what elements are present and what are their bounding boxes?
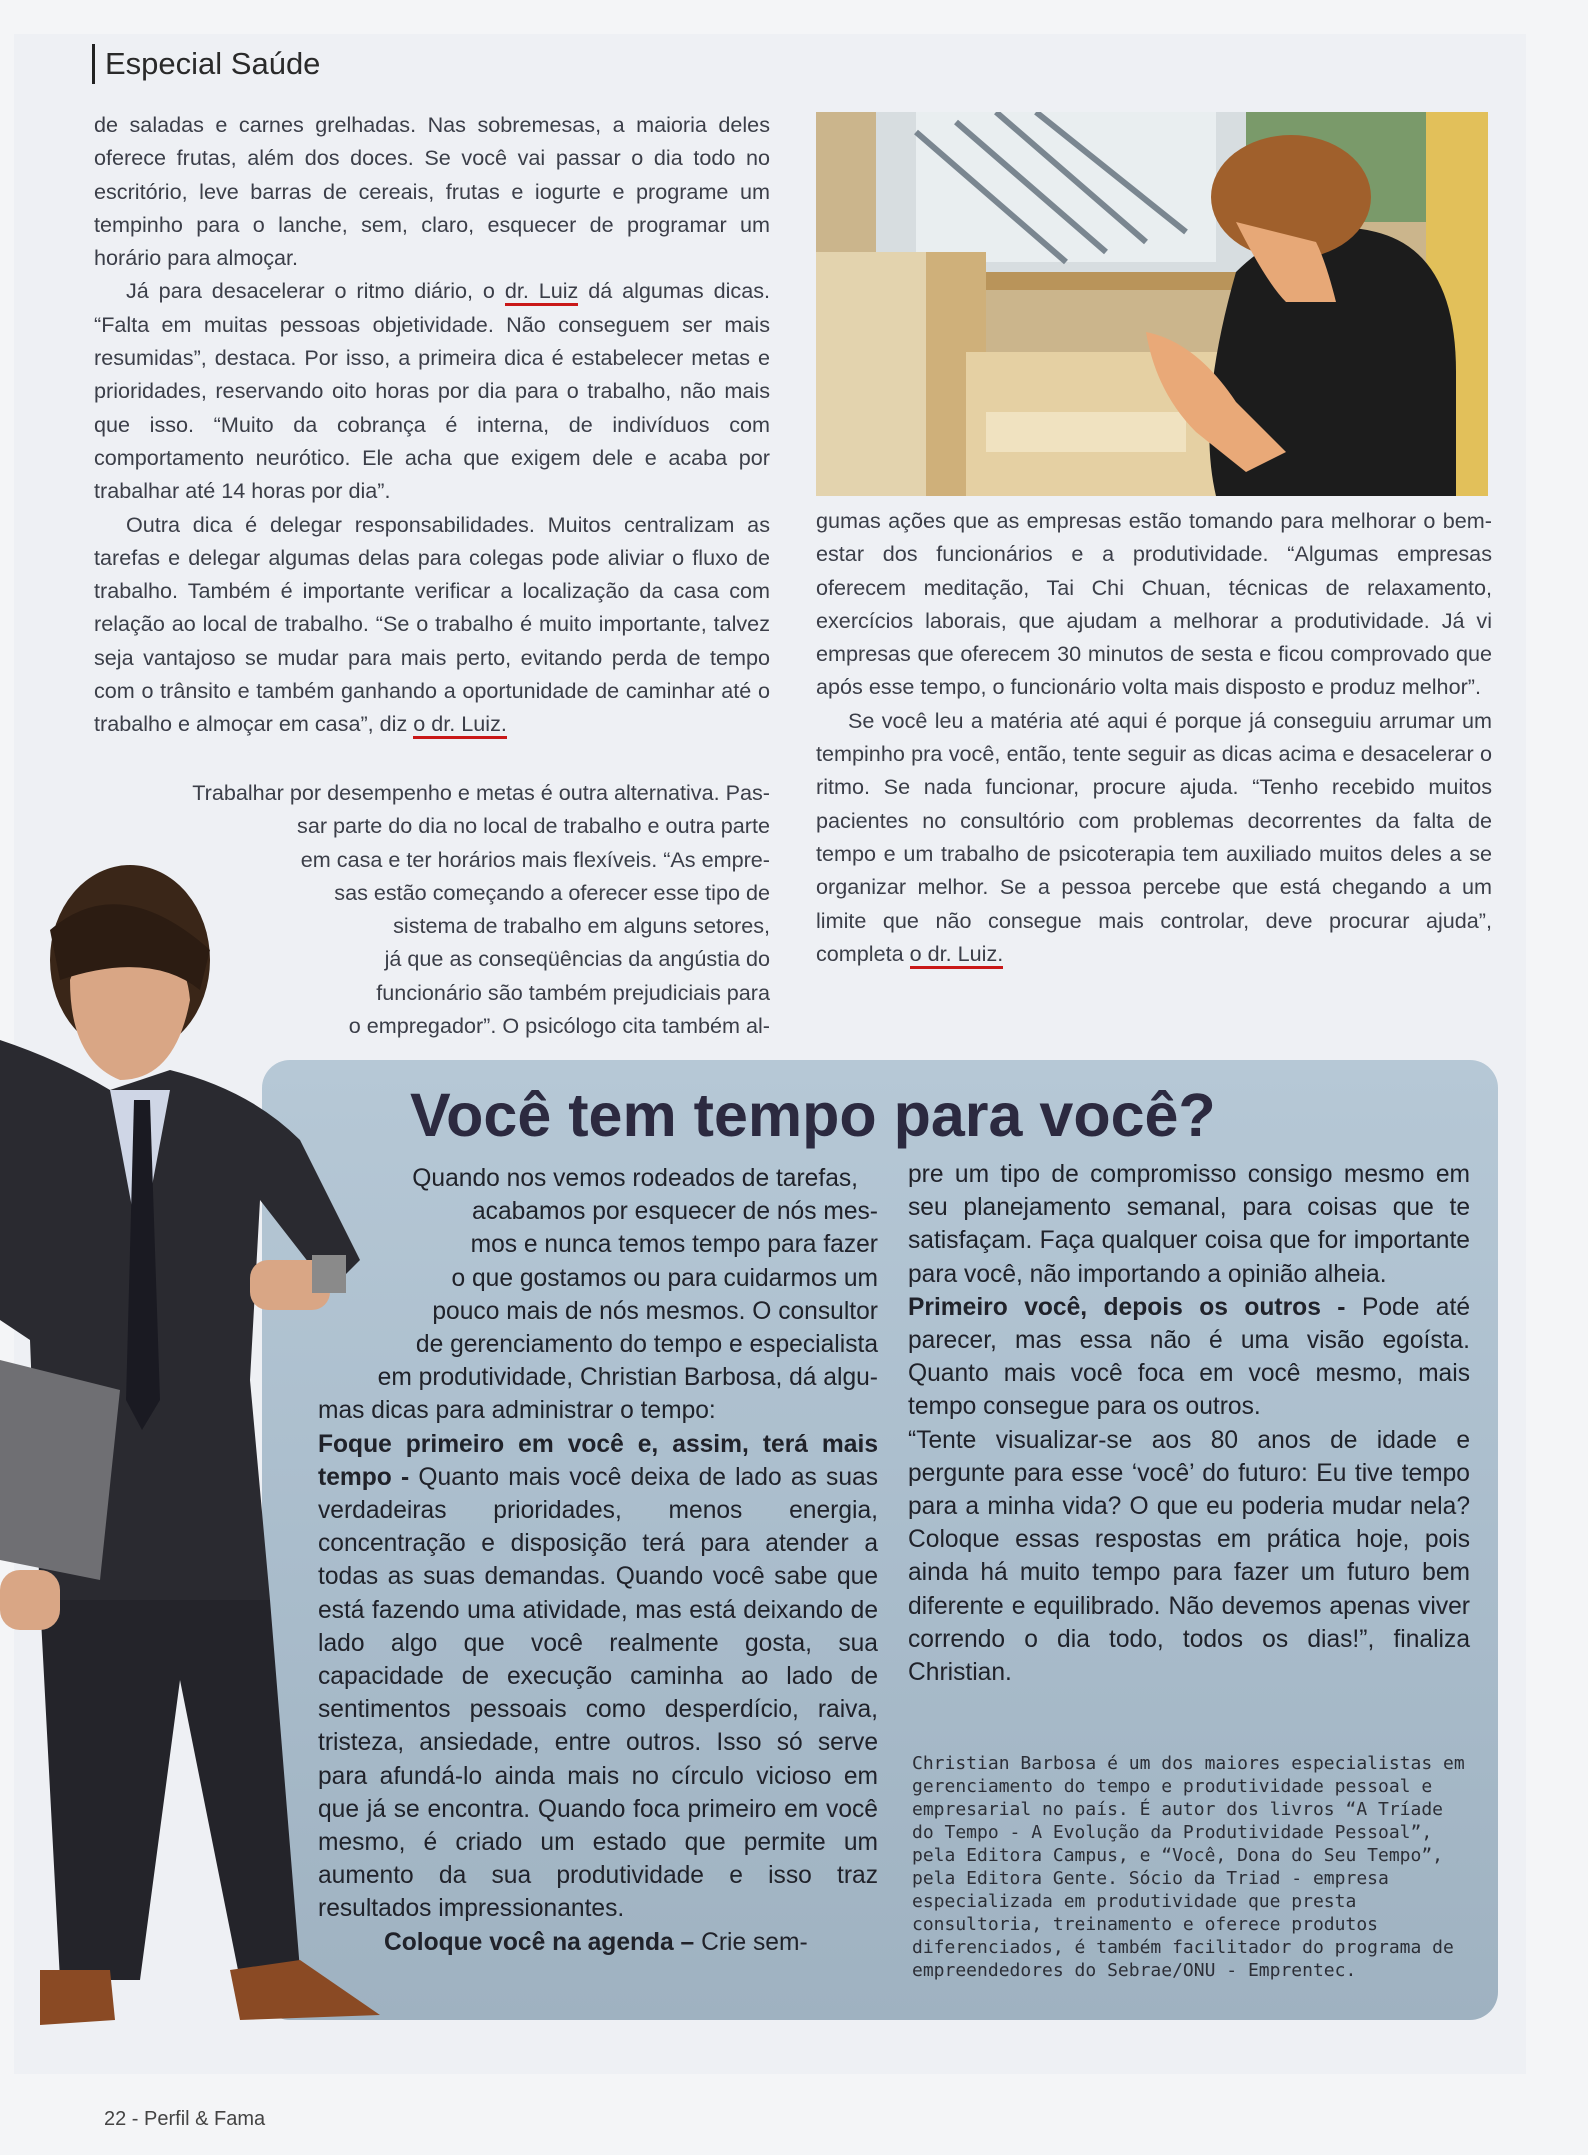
text-line: pouco mais de nós mesmos. O consultor: [432, 1297, 878, 1325]
paragraph: gumas ações que as empresas estão tomando para melhorar o bem-estar dos funcionários e a produtividade. “Algumas empresas oferecem meditação, Tai Chi Chuan, técnicas de relaxamento, exercícios laborais, que ajudam a melhorar a produtividade. Já vi empresas que oferecem 30 minutos de sesta e ficou comprovado que após esse tempo, o funcionário volta mais disposto e produz melhor”.: [816, 508, 1492, 700]
tip-paragraph: Foque primeiro em você e, assim, terá mais tempo - Quanto mais você deixa de lado as suas verdadeiras prioridades, menos energia, concentração e disposição terá para atender a todas as suas demandas. Quando você sabe que está fazendo uma atividade, mas está deixando de lado algo que você realmente gosta, sua capacidade de execução caminha ao lado de sentimentos pessoais como desperdício, raiva, tristeza, ansiedade, entre outros. Isso só serve para afundá-lo ainda mais no círculo vicioso em que já se encontra. Quando foca primeiro em você mesmo, é criado um estado que permite um aumento da sua produtividade e isso traz resultados impressionantes.: [318, 1430, 879, 1923]
text-line: já que as conseqüências da angústia do: [384, 946, 770, 972]
section-header: Especial Saúde: [92, 44, 320, 84]
text-line: o empregador”. O psicólogo cita também al-: [348, 1013, 770, 1039]
author-bio: Christian Barbosa é um dos maiores especialistas em gerenciamento do tempo e produtividade pessoal e empresarial no país. É autor dos livros “A Tríade do Tempo - A Evolução da Produtividade Pessoal”, pela Editora Campus, e “Você, Dona do Seu Tempo”, pela Editora Gente. Sócio da Triad - empresa especializada em produtividade que presta consultoria, treinamento e oferece produtos diferenciados, é também facilitador do programa de empreendedores do Sebrae/ONU - Emprentec.: [912, 1753, 1465, 1981]
highlighted-name: dr. Luiz: [505, 278, 579, 306]
paragraph: Outra dica é delegar responsabilidades. Muitos centralizam as tarefas e delegar algumas delas para colegas pode aliviar o fluxo de trabalho. Também é importante verificar a localização da casa com relação ao local de trabalho. “Se o trabalho é muito importante, talvez seja vantajoso se mudar para mais perto, evitando perda de tempo com o trânsito e também ganhando a oportunidade de caminhar até o trabalho e almoçar em casa”, diz o dr. Luiz.: [94, 508, 770, 741]
text-line: funcionário são também prejudiciais para: [376, 979, 770, 1005]
highlighted-name: o dr. Luiz.: [910, 941, 1004, 969]
article-right-column: [816, 504, 1492, 970]
article-left-column: [94, 108, 770, 741]
paragraph: Já para desacelerar o ritmo diário, o dr. Luiz dá algumas dicas. “Falta em muitas pessoas objetividade. Não conseguem ser mais resumidas”, destaca. Por isso, a primeira dica é estabelecer metas e prioridades, reservando oito horas por dia para o trabalho, não mais que isso. “Muito da cobrança é interna, de indivíduos com comportamento neurótico. Ele acha que exigem dele e acaba por trabalhar até 14 horas por dia”.: [94, 278, 771, 504]
text-line: sistema de trabalho em alguns setores,: [393, 913, 770, 939]
text-line: mos e nunca temos tempo para fazer: [470, 1231, 878, 1259]
tip-title: Primeiro você, depois os outros -: [908, 1293, 1362, 1321]
text-line: de gerenciamento do tempo e especialista: [415, 1331, 878, 1359]
paragraph: pre um tipo de compromisso consigo mesmo em seu planejamento semanal, para coisas que te satisfaçam. Faça qualquer coisa que for importante para você, não importando a opinião alheia.: [908, 1161, 1470, 1288]
text-line: o que gostamos ou para cuidarmos um: [451, 1264, 878, 1292]
businessman-figure: [0, 840, 400, 2040]
paragraph: Se você leu a matéria até aqui é porque já conseguiu arrumar um tempinho pra você, então, tente seguir as dicas acima e desacelerar o ritmo. Se nada funcionar, procure ajuda. “Tenho recebido muitos pacientes no consultório com problemas decorrentes da falta de tempo e um trabalho de psicoterapia tem auxiliado muitos deles a se organizar melhor. Se a pessoa percebe que está chegando a um limite que não consegue mais controlar, deve procurar ajuda”, completa o dr. Luiz.: [816, 704, 1492, 970]
text-line: sar parte do dia no local de trabalho e outra parte: [297, 813, 770, 839]
box-title: Você tem tempo para você?: [410, 1081, 1216, 1149]
box-right-column: [908, 1158, 1470, 1689]
tip-paragraph: Coloque você na agenda – Crie sem-: [384, 1928, 808, 1956]
tip-paragraph: Primeiro você, depois os outros - Pode até parecer, mas essa não é uma visão egoísta. Quanto mais você foca em você mesmo, mais tempo consegue para os outros.: [908, 1293, 1470, 1421]
text-line: sas estão começando a oferecer esse tipo de: [334, 879, 770, 905]
text-line: mas dicas para administrar o tempo:: [318, 1397, 716, 1425]
text-line: acabamos por esquecer de nós mes-: [471, 1198, 878, 1226]
text-line: Quando nos vemos rodeados de tarefas,: [412, 1165, 858, 1192]
page-footer: 22 - Perfil & Fama: [104, 2108, 266, 2130]
stressed-person-photo: [816, 112, 1488, 496]
highlighted-name: o dr. Luiz.: [413, 711, 507, 739]
text-line: Trabalhar por desempenho e metas é outra alternativa. Pas-: [192, 780, 770, 805]
paragraph: de saladas e carnes grelhadas. Nas sobremesas, a maioria deles oferece frutas, além dos doces. Se você vai passar o dia todo no escritório, leve barras de cereais, frutas e iogurte e programe um tempinho para o lanche, sem, claro, esquecer de programar um horário para almoçar.: [94, 112, 770, 271]
quote-paragraph: “Tente visualizar-se aos 80 anos de idade e pergunte para esse ‘você’ do futuro: Eu tive tempo para a minha vida? O que eu poderia mudar nela? Coloque essas respostas em prática hoje, pois ainda há muito tempo para fazer um futuro bem diferente e equilibrado. Não devemos apenas viver correndo o dia todo, todos os dias!”, finaliza Christian.: [908, 1426, 1470, 1687]
tip-title: Foque primeiro em você e, assim, terá mais tempo -: [318, 1430, 878, 1491]
text-line: em produtividade, Christian Barbosa, dá algu-: [377, 1364, 878, 1392]
text-line: em casa e ter horários mais flexíveis. “As empre-: [300, 846, 770, 872]
tip-title: Coloque você na agenda –: [384, 1928, 702, 1956]
